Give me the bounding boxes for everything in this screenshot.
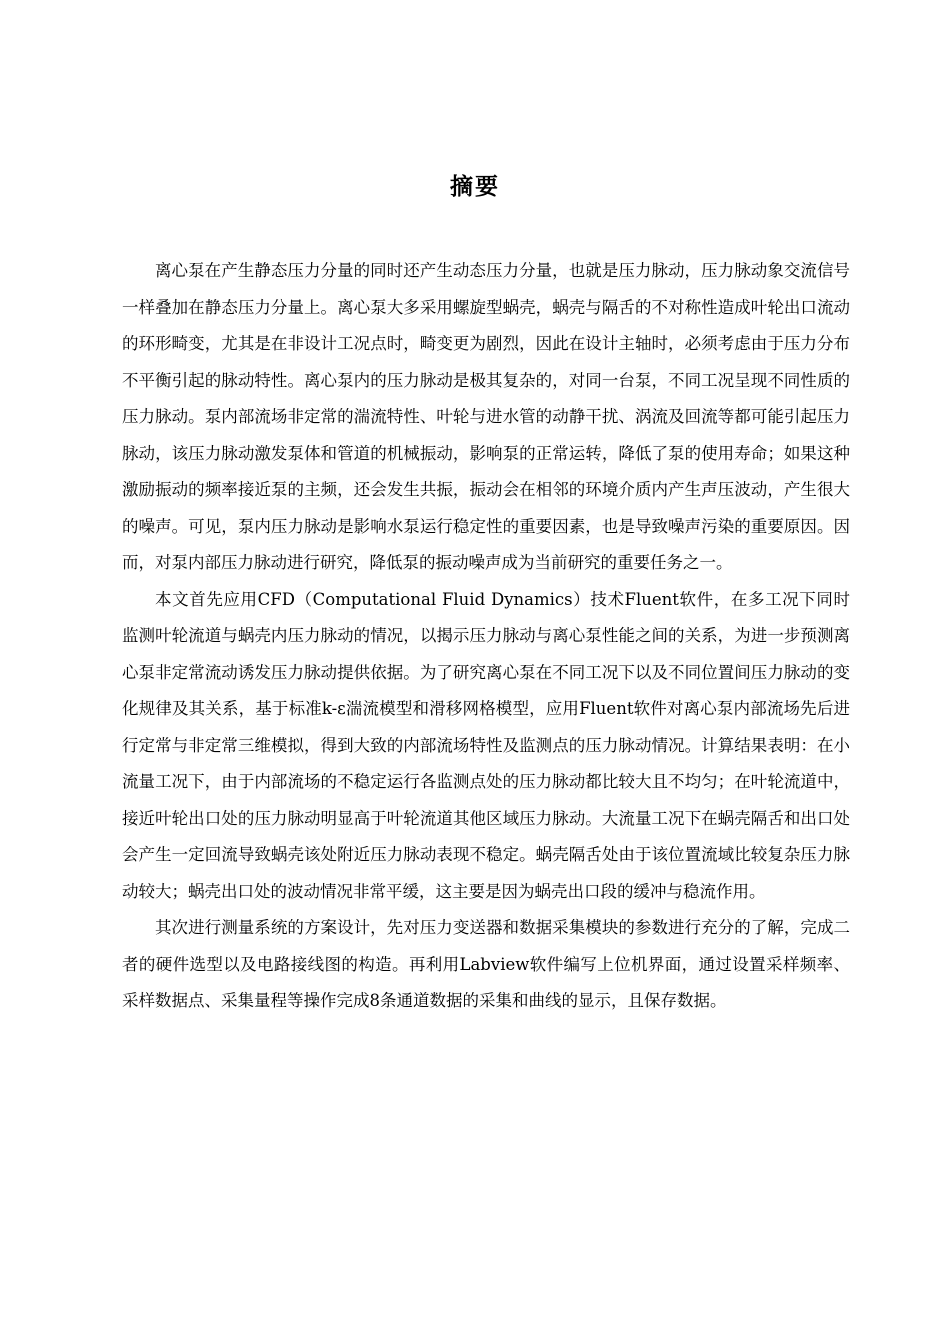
abstract-body: [122, 253, 850, 1020]
abstract-paragraph-3: 其次进行测量系统的方案设计，先对压力变送器和数据采集模块的参数进行充分的了解，完成二者的硬件选型以及电路接线图的构造。再利用Labview软件编写上位机界面，通过设置采样频率、采样数据点、采集量程等操作完成8条通道数据的采集和曲线的显示，且保存数据。: [122, 918, 850, 1010]
abstract-paragraph-1: 离心泵在产生静态压力分量的同时还产生动态压力分量，也就是压力脉动，压力脉动象交流信号一样叠加在静态压力分量上。离心泵大多采用螺旋型蜗壳，蜗壳与隔舌的不对称性造成叶轮出口流动的环形畸变，尤其是在非设计工况点时，畸变更为剧烈，因此在设计主轴时，必须考虑由于压力分布不平衡引起的脉动特性。离心泵内的压力脉动是极其复杂的，对同一台泵，不同工况呈现不同性质的压力脉动。泵内部流场非定常的湍流特性、叶轮与进水管的动静干扰、涡流及回流等都可能引起压力脉动，该压力脉动激发泵体和管道的机械振动，影响泵的正常运转，降低了泵的使用寿命；如果这种激励振动的频率接近泵的主频，还会发生共振，振动会在相邻的环境介质内产生声压波动，产生很大的噪声。可见，泵内压力脉动是影响水泵运行稳定性的重要因素，也是导致噪声污染的重要原因。因而，对泵内部压力脉动进行研究，降低泵的振动噪声成为当前研究的重要任务之一。: [122, 261, 850, 572]
page-title: 摘要: [450, 174, 500, 200]
abstract-paragraph-2: 本文首先应用CFD（Computational Fluid Dynamics）技术Fluent软件，在多工况下同时监测叶轮流道与蜗壳内压力脉动的情况，以揭示压力脉动与离心泵性能之间的关系，为进一步预测离心泵非定常流动诱发压力脉动提供依据。为了研究离心泵在不同工况下以及不同位置间压力脉动的变化规律及其关系，基于标准k-ε湍流模型和滑移网格模型，应用Fluent软件对离心泵内部流场先后进行定常与非定常三维模拟，得到大致的内部流场特性及监测点的压力脉动情况。计算结果表明：在小流量工况下，由于内部流场的不稳定运行各监测点处的压力脉动都比较大且不均匀；在叶轮流道中，接近叶轮出口处的压力脉动明显高于叶轮流道其他区域压力脉动。大流量工况下在蜗壳隔舌和出口处会产生一定回流导致蜗壳该处附近压力脉动表现不稳定。蜗壳隔舌处由于该位置流域比较复杂压力脉动较大；蜗壳出口处的波动情况非常平缓，这主要是因为蜗壳出口段的缓冲与稳流作用。: [122, 589, 850, 901]
